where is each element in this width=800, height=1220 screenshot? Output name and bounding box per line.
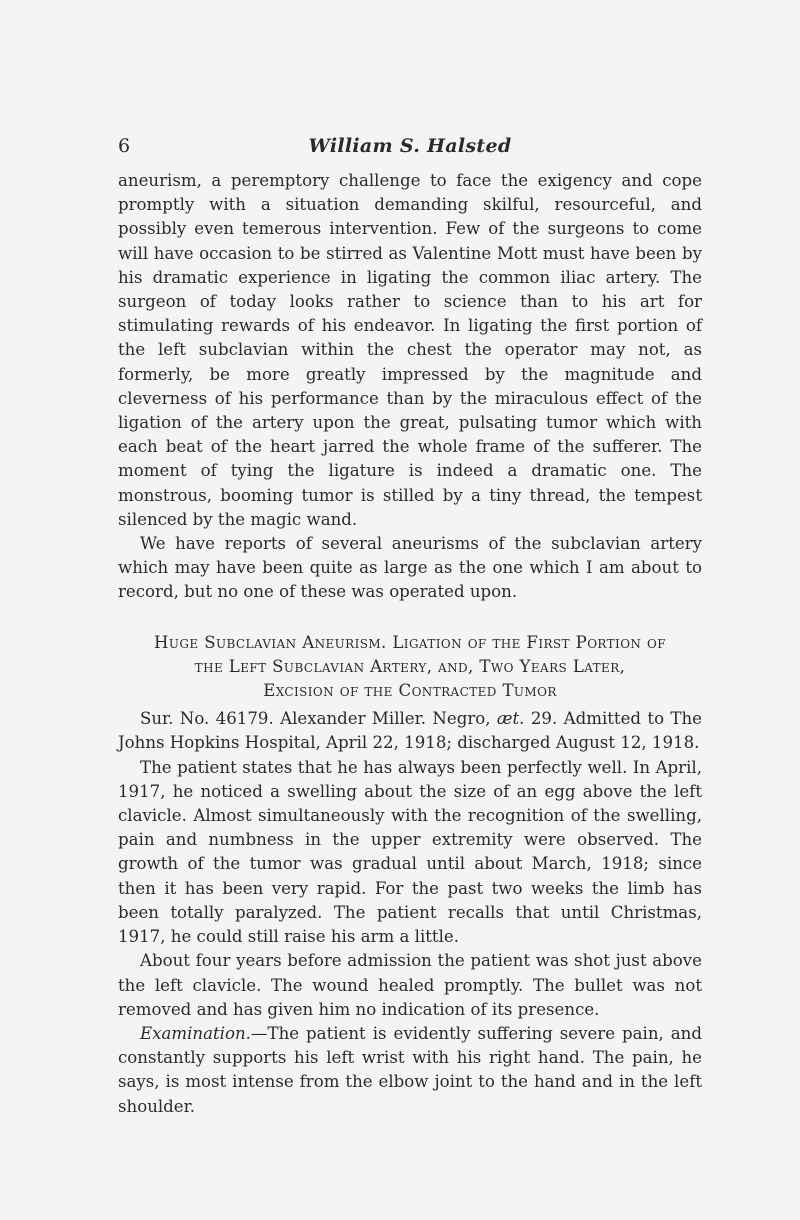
history-paragraph: About four years before admission the patient was shot just above the left clavicle. The wound healed promptly. The bullet was not removed and has given him no indication of its presence. [118,951,702,1019]
case-record [118,707,702,755]
age-abbreviation: æt. [496,709,525,729]
section-heading [118,631,702,704]
section-heading-line: the Left Subclavian Artery, and, Two Years Later, [194,656,626,676]
examination-paragraph [118,1022,702,1119]
page-number: 6 [118,135,131,157]
section-heading-line: Excision of the Contracted Tumor [263,681,557,701]
body-text [118,169,702,1119]
running-title: William S. Halsted [308,135,512,157]
book-page [118,135,702,1119]
case-record-text: 29. Admitted to The Johns Hopkins Hospital, April 22, 1918; discharged August 12, 1918. [118,709,702,753]
examination-text: —The patient is evidently suffering severe pain, and constantly supports his left wrist with his right hand. The pain, he says, is most intense from the elbow joint to the hand and in the left shoulder. [118,1023,702,1116]
intro-paragraph: We have reports of several aneurisms of the subclavian artery which may have been quite as large as the one which I am about to record, but no one of these was operated upon. [118,534,702,602]
history-paragraph: The patient states that he has always been perfectly well. In April, 1917, he noticed a swelling about the size of an egg above the left clavicle. Almost simultaneously with the recognition of the swelling, pain and numbness in the upper extremity were observed. The growth of the tumor was gradual until about March, 1918; since then it has been very rapid. For the past two weeks the limb has been totally paralyzed. The patient recalls that until Christmas, 1917, he could still raise his arm a little. [118,757,702,947]
case-record-text: Sur. No. 46179. Alexander Miller. Negro, [140,709,497,729]
examination-label: Examination. [140,1023,251,1043]
running-head [118,135,702,165]
intro-paragraph: aneurism, a peremptory challenge to face the exigency and cope promptly with a situation demanding skilful, resourceful, and possibly even temerous intervention. Few of the surgeons to come will have occasion to be stirred as Valentine Mott must have been by his dramatic experience in ligating the common iliac artery. The surgeon of today looks rather to science than to his art for stimulating rewards of his endeavor. In ligating the first portion of the left subclavian within the chest the operator may not, as formerly, be more greatly impressed by the magnitude and cleverness of his performance than by the miraculous effect of the ligation of the artery upon the great, pulsating tumor which with each beat of the heart jarred the whole frame of the sufferer. The moment of tying the ligature is indeed a dramatic one. The monstrous, booming tumor is stilled by a tiny thread, the tempest silenced by the magic wand. [118,171,702,529]
section-heading-line: Huge Subclavian Aneurism. Ligation of the First Portion of [154,632,666,652]
